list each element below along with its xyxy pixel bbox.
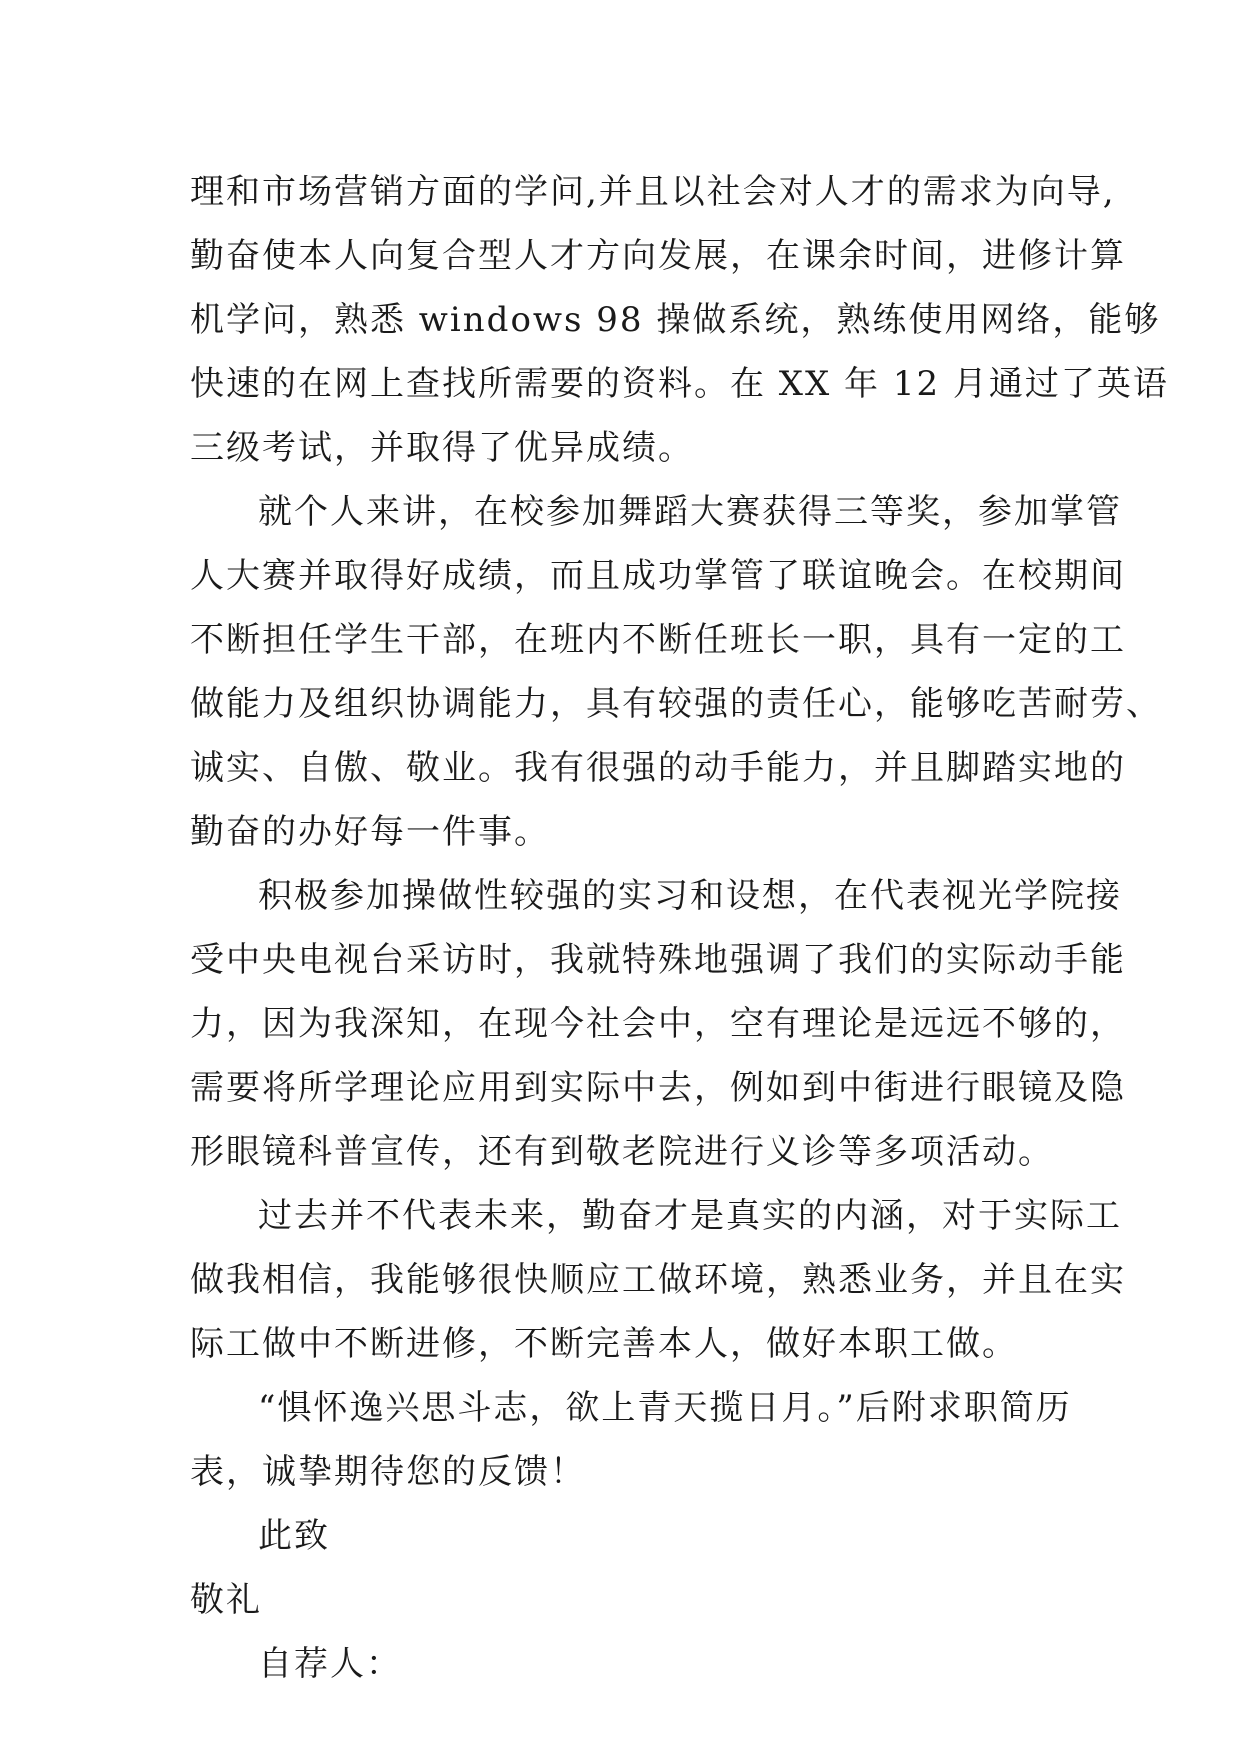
- text-line: 需要将所学理论应用到实际中去，例如到中街进行眼镜及隐: [190, 1068, 1126, 1108]
- text-line: 际工做中不断进修，不断完善本人，做好本职工做。: [190, 1324, 1018, 1364]
- text-line: 做我相信，我能够很快顺应工做环境，熟悉业务，并且在实: [190, 1260, 1126, 1300]
- text-line: 勤奋的办好每一件事。: [190, 812, 550, 852]
- text-line: 就个人来讲，在校参加舞蹈大赛获得三等奖，参加掌管: [258, 492, 1122, 532]
- text-line: 积极参加操做性较强的实习和设想，在代表视光学院接: [258, 876, 1122, 916]
- text-line: 理和市场营销方面的学问,并且以社会对人才的需求为向导,: [190, 172, 1116, 212]
- text-line: 快速的在网上查找所需要的资料。在 XX 年 12 月通过了英语: [190, 364, 1169, 404]
- text-line: 人大赛并取得好成绩，而且成功掌管了联谊晚会。在校期间: [190, 556, 1126, 596]
- paragraph-5: [190, 1376, 1090, 1504]
- text-line: 过去并不代表未来，勤奋才是真实的内涵，对于实际工: [258, 1196, 1122, 1236]
- text-line: 勤奋使本人向复合型人才方向发展，在课余时间，进修计算: [190, 236, 1126, 276]
- text-line: 力，因为我深知，在现今社会中，空有理论是远远不够的，: [190, 1004, 1126, 1044]
- paragraph-1: [190, 160, 1169, 480]
- signature-label: 自荐人：: [258, 1644, 402, 1684]
- letter-body: [190, 160, 1169, 1696]
- text-line: 表，诚挚期待您的反馈！: [190, 1452, 586, 1492]
- text-line: 不断担任学生干部，在班内不断任班长一职，具有一定的工: [190, 620, 1126, 660]
- text-line: 诚实、自傲、敬业。我有很强的动手能力，并且脚踏实地的: [190, 748, 1126, 788]
- paragraph-3: [190, 864, 1126, 1184]
- paragraph-2: [190, 480, 1162, 864]
- text-line: 形眼镜科普宣传，还有到敬老院进行义诊等多项活动。: [190, 1132, 1054, 1172]
- text-line: 做能力及组织协调能力，具有较强的责任心，能够吃苦耐劳、: [190, 684, 1162, 724]
- text-line: 受中央电视台采访时，我就特殊地强调了我们的实际动手能: [190, 940, 1126, 980]
- text-line: 三级考试，并取得了优异成绩。: [190, 428, 694, 468]
- paragraph-4: [190, 1184, 1126, 1376]
- closing-regards: 敬礼: [190, 1580, 262, 1620]
- closing-salutation: 此致: [258, 1516, 330, 1556]
- text-line: “惧怀逸兴思斗志，欲上青天揽日月。”后附求职简历: [258, 1388, 1072, 1428]
- text-line: 机学问，熟悉 windows 98 操做系统，熟练使用网络，能够: [190, 300, 1161, 340]
